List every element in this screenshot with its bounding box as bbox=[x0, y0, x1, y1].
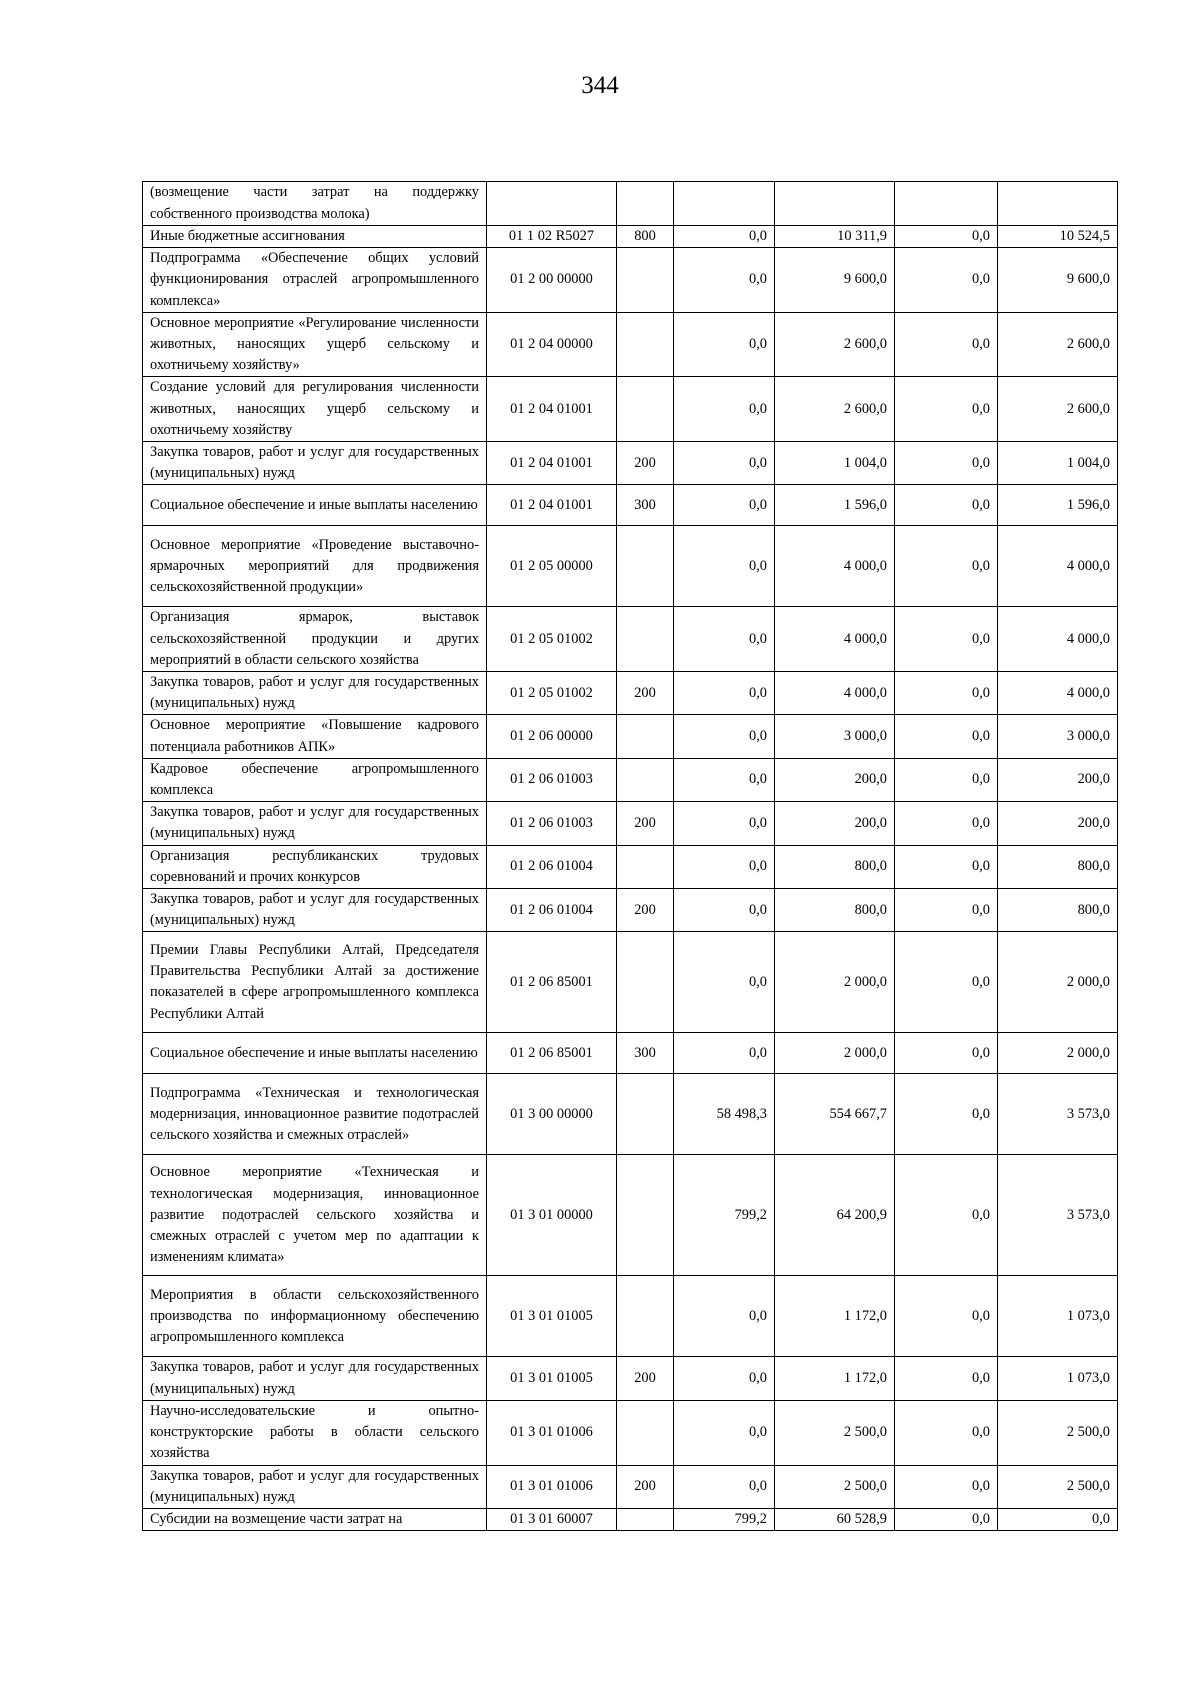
row-value-4-cell: 3 000,0 bbox=[998, 715, 1118, 758]
row-value-2-cell: 2 600,0 bbox=[775, 312, 895, 377]
row-value-4-cell: 9 600,0 bbox=[998, 248, 1118, 313]
row-value-1-cell: 0,0 bbox=[674, 889, 775, 932]
row-value-4-cell: 2 500,0 bbox=[998, 1465, 1118, 1508]
row-name-cell: (возмещение части затрат на поддержку собственного производства молока) bbox=[143, 182, 487, 226]
row-value-3-cell: 0,0 bbox=[895, 932, 998, 1033]
table-row bbox=[143, 182, 1118, 226]
row-name-cell: Закупка товаров, работ и услуг для государственных (муниципальных) нужд bbox=[143, 442, 487, 485]
row-value-4-cell: 1 596,0 bbox=[998, 485, 1118, 526]
row-value-2-cell: 800,0 bbox=[775, 889, 895, 932]
row-name-cell: Социальное обеспечение и иные выплаты населению bbox=[143, 1033, 487, 1074]
row-code-cell: 01 2 06 00000 bbox=[487, 715, 617, 758]
row-expense-type-cell: 200 bbox=[617, 1357, 674, 1400]
table-row bbox=[143, 889, 1118, 932]
row-expense-type-cell bbox=[617, 1400, 674, 1465]
row-value-4-cell: 2 000,0 bbox=[998, 1033, 1118, 1074]
row-expense-type-cell bbox=[617, 1508, 674, 1530]
row-name-cell: Закупка товаров, работ и услуг для государственных (муниципальных) нужд bbox=[143, 1357, 487, 1400]
row-value-1-cell: 799,2 bbox=[674, 1155, 775, 1276]
table-row bbox=[143, 758, 1118, 801]
row-value-3-cell: 0,0 bbox=[895, 1400, 998, 1465]
row-code-cell: 01 2 06 01004 bbox=[487, 845, 617, 888]
row-value-1-cell: 0,0 bbox=[674, 672, 775, 715]
row-value-4-cell bbox=[998, 182, 1118, 226]
row-expense-type-cell bbox=[617, 1074, 674, 1155]
row-expense-type-cell: 200 bbox=[617, 672, 674, 715]
row-value-1-cell: 0,0 bbox=[674, 932, 775, 1033]
row-value-2-cell: 200,0 bbox=[775, 802, 895, 845]
page-number: 344 bbox=[581, 72, 619, 99]
row-code-cell: 01 2 04 01001 bbox=[487, 442, 617, 485]
row-value-2-cell: 2 000,0 bbox=[775, 1033, 895, 1074]
row-value-4-cell: 200,0 bbox=[998, 802, 1118, 845]
row-expense-type-cell: 300 bbox=[617, 485, 674, 526]
table-row bbox=[143, 1276, 1118, 1357]
row-value-2-cell: 2 600,0 bbox=[775, 377, 895, 442]
row-value-3-cell: 0,0 bbox=[895, 442, 998, 485]
row-value-4-cell: 4 000,0 bbox=[998, 672, 1118, 715]
row-value-4-cell: 800,0 bbox=[998, 889, 1118, 932]
table-row bbox=[143, 312, 1118, 377]
row-expense-type-cell bbox=[617, 526, 674, 607]
row-value-3-cell: 0,0 bbox=[895, 1465, 998, 1508]
row-expense-type-cell bbox=[617, 312, 674, 377]
row-name-cell: Социальное обеспечение и иные выплаты населению bbox=[143, 485, 487, 526]
row-name-cell: Подпрограмма «Обеспечение общих условий функционирования отраслей агропромышленного комплекса» bbox=[143, 248, 487, 313]
row-code-cell: 01 2 05 01002 bbox=[487, 672, 617, 715]
row-value-3-cell: 0,0 bbox=[895, 312, 998, 377]
row-value-2-cell: 200,0 bbox=[775, 758, 895, 801]
row-value-3-cell: 0,0 bbox=[895, 1033, 998, 1074]
table-row bbox=[143, 1400, 1118, 1465]
row-value-3-cell: 0,0 bbox=[895, 1276, 998, 1357]
row-code-cell: 01 2 06 85001 bbox=[487, 932, 617, 1033]
row-value-2-cell: 2 500,0 bbox=[775, 1465, 895, 1508]
row-value-1-cell: 799,2 bbox=[674, 1508, 775, 1530]
table-row bbox=[143, 526, 1118, 607]
row-value-3-cell: 0,0 bbox=[895, 758, 998, 801]
row-value-4-cell: 1 073,0 bbox=[998, 1276, 1118, 1357]
row-value-1-cell: 0,0 bbox=[674, 758, 775, 801]
row-value-3-cell bbox=[895, 182, 998, 226]
row-expense-type-cell bbox=[617, 845, 674, 888]
table-row bbox=[143, 226, 1118, 248]
row-value-3-cell: 0,0 bbox=[895, 248, 998, 313]
row-expense-type-cell bbox=[617, 715, 674, 758]
row-value-4-cell: 1 004,0 bbox=[998, 442, 1118, 485]
row-value-1-cell bbox=[674, 182, 775, 226]
row-value-1-cell: 58 498,3 bbox=[674, 1074, 775, 1155]
row-expense-type-cell: 200 bbox=[617, 889, 674, 932]
row-name-cell: Основное мероприятие «Проведение выставочно-ярмарочных мероприятий для продвижения сельскохозяйственной продукции» bbox=[143, 526, 487, 607]
row-code-cell bbox=[487, 182, 617, 226]
row-value-3-cell: 0,0 bbox=[895, 889, 998, 932]
row-value-4-cell: 0,0 bbox=[998, 1508, 1118, 1530]
row-value-3-cell: 0,0 bbox=[895, 672, 998, 715]
row-value-3-cell: 0,0 bbox=[895, 1074, 998, 1155]
row-expense-type-cell bbox=[617, 607, 674, 672]
row-code-cell: 01 2 00 00000 bbox=[487, 248, 617, 313]
row-expense-type-cell: 300 bbox=[617, 1033, 674, 1074]
row-value-2-cell: 3 000,0 bbox=[775, 715, 895, 758]
row-name-cell: Субсидии на возмещение части затрат на bbox=[143, 1508, 487, 1530]
row-name-cell: Создание условий для регулирования численности животных, наносящих ущерб сельскому и охотничьему хозяйству bbox=[143, 377, 487, 442]
table-row bbox=[143, 845, 1118, 888]
row-code-cell: 01 2 04 01001 bbox=[487, 485, 617, 526]
table-row bbox=[143, 1357, 1118, 1400]
row-value-1-cell: 0,0 bbox=[674, 1033, 775, 1074]
row-expense-type-cell bbox=[617, 1276, 674, 1357]
table-row bbox=[143, 1155, 1118, 1276]
row-value-1-cell: 0,0 bbox=[674, 1400, 775, 1465]
row-value-1-cell: 0,0 bbox=[674, 526, 775, 607]
row-value-3-cell: 0,0 bbox=[895, 226, 998, 248]
row-value-3-cell: 0,0 bbox=[895, 715, 998, 758]
row-value-2-cell: 4 000,0 bbox=[775, 526, 895, 607]
row-value-2-cell bbox=[775, 182, 895, 226]
row-value-2-cell: 1 172,0 bbox=[775, 1357, 895, 1400]
row-code-cell: 01 2 06 01004 bbox=[487, 889, 617, 932]
row-name-cell: Кадровое обеспечение агропромышленного комплекса bbox=[143, 758, 487, 801]
row-value-2-cell: 4 000,0 bbox=[775, 672, 895, 715]
row-value-4-cell: 4 000,0 bbox=[998, 607, 1118, 672]
row-value-4-cell: 4 000,0 bbox=[998, 526, 1118, 607]
row-value-1-cell: 0,0 bbox=[674, 1465, 775, 1508]
row-value-2-cell: 2 500,0 bbox=[775, 1400, 895, 1465]
row-value-2-cell: 1 172,0 bbox=[775, 1276, 895, 1357]
row-value-2-cell: 800,0 bbox=[775, 845, 895, 888]
row-code-cell: 01 2 06 01003 bbox=[487, 758, 617, 801]
row-code-cell: 01 3 01 01005 bbox=[487, 1276, 617, 1357]
row-value-4-cell: 10 524,5 bbox=[998, 226, 1118, 248]
row-value-1-cell: 0,0 bbox=[674, 377, 775, 442]
row-value-3-cell: 0,0 bbox=[895, 377, 998, 442]
row-code-cell: 01 2 06 01003 bbox=[487, 802, 617, 845]
row-value-1-cell: 0,0 bbox=[674, 1357, 775, 1400]
table-row bbox=[143, 248, 1118, 313]
row-code-cell: 01 1 02 R5027 bbox=[487, 226, 617, 248]
row-value-4-cell: 2 500,0 bbox=[998, 1400, 1118, 1465]
row-name-cell: Закупка товаров, работ и услуг для государственных (муниципальных) нужд bbox=[143, 889, 487, 932]
row-code-cell: 01 3 00 00000 bbox=[487, 1074, 617, 1155]
row-expense-type-cell bbox=[617, 1155, 674, 1276]
row-code-cell: 01 2 05 01002 bbox=[487, 607, 617, 672]
row-expense-type-cell: 200 bbox=[617, 1465, 674, 1508]
row-expense-type-cell bbox=[617, 932, 674, 1033]
table-row bbox=[143, 485, 1118, 526]
row-value-4-cell: 3 573,0 bbox=[998, 1074, 1118, 1155]
table-row bbox=[143, 442, 1118, 485]
row-value-1-cell: 0,0 bbox=[674, 845, 775, 888]
row-name-cell: Подпрограмма «Техническая и технологическая модернизация, инновационное развитие подотраслей сельского хозяйства и смежных отраслей» bbox=[143, 1074, 487, 1155]
row-value-4-cell: 2 000,0 bbox=[998, 932, 1118, 1033]
table-row bbox=[143, 1033, 1118, 1074]
table-row bbox=[143, 1508, 1118, 1530]
row-value-2-cell: 1 596,0 bbox=[775, 485, 895, 526]
row-name-cell: Организация республиканских трудовых соревнований и прочих конкурсов bbox=[143, 845, 487, 888]
row-name-cell: Закупка товаров, работ и услуг для государственных (муниципальных) нужд bbox=[143, 802, 487, 845]
row-expense-type-cell: 200 bbox=[617, 442, 674, 485]
row-code-cell: 01 3 01 60007 bbox=[487, 1508, 617, 1530]
table-row bbox=[143, 932, 1118, 1033]
row-value-2-cell: 2 000,0 bbox=[775, 932, 895, 1033]
row-value-2-cell: 554 667,7 bbox=[775, 1074, 895, 1155]
row-expense-type-cell: 200 bbox=[617, 802, 674, 845]
table-row bbox=[143, 802, 1118, 845]
row-value-2-cell: 64 200,9 bbox=[775, 1155, 895, 1276]
row-expense-type-cell bbox=[617, 758, 674, 801]
row-value-4-cell: 1 073,0 bbox=[998, 1357, 1118, 1400]
row-name-cell: Основное мероприятие «Повышение кадрового потенциала работников АПК» bbox=[143, 715, 487, 758]
row-expense-type-cell: 800 bbox=[617, 226, 674, 248]
row-code-cell: 01 2 05 00000 bbox=[487, 526, 617, 607]
row-value-1-cell: 0,0 bbox=[674, 802, 775, 845]
row-value-1-cell: 0,0 bbox=[674, 442, 775, 485]
row-value-1-cell: 0,0 bbox=[674, 715, 775, 758]
row-code-cell: 01 3 01 01006 bbox=[487, 1465, 617, 1508]
row-code-cell: 01 3 01 00000 bbox=[487, 1155, 617, 1276]
row-value-4-cell: 2 600,0 bbox=[998, 312, 1118, 377]
row-code-cell: 01 2 06 85001 bbox=[487, 1033, 617, 1074]
row-code-cell: 01 2 04 01001 bbox=[487, 377, 617, 442]
row-name-cell: Закупка товаров, работ и услуг для государственных (муниципальных) нужд bbox=[143, 672, 487, 715]
row-name-cell: Основное мероприятие «Техническая и технологическая модернизация, инновационное развитие подотраслей сельского хозяйства и смежных отраслей с учетом мер по адаптации к изменениям климата» bbox=[143, 1155, 487, 1276]
row-value-4-cell: 3 573,0 bbox=[998, 1155, 1118, 1276]
row-value-3-cell: 0,0 bbox=[895, 526, 998, 607]
row-value-3-cell: 0,0 bbox=[895, 802, 998, 845]
row-value-2-cell: 10 311,9 bbox=[775, 226, 895, 248]
row-name-cell: Основное мероприятие «Регулирование численности животных, наносящих ущерб сельскому и охотничьему хозяйству» bbox=[143, 312, 487, 377]
row-value-1-cell: 0,0 bbox=[674, 607, 775, 672]
row-value-2-cell: 9 600,0 bbox=[775, 248, 895, 313]
row-value-3-cell: 0,0 bbox=[895, 607, 998, 672]
row-value-4-cell: 200,0 bbox=[998, 758, 1118, 801]
row-expense-type-cell bbox=[617, 377, 674, 442]
row-name-cell: Научно-исследовательские и опытно-конструкторские работы в области сельского хозяйства bbox=[143, 1400, 487, 1465]
row-value-1-cell: 0,0 bbox=[674, 248, 775, 313]
table-row bbox=[143, 1465, 1118, 1508]
row-expense-type-cell bbox=[617, 182, 674, 226]
row-name-cell: Премии Главы Республики Алтай, Председателя Правительства Республики Алтай за достижение показателей в сфере агропромышленного комплекса Республики Алтай bbox=[143, 932, 487, 1033]
row-name-cell: Организация ярмарок, выставок сельскохозяйственной продукции и других мероприятий в области сельского хозяйства bbox=[143, 607, 487, 672]
row-name-cell: Мероприятия в области сельскохозяйственного производства по информационному обеспечению агропромышленного комплекса bbox=[143, 1276, 487, 1357]
row-value-2-cell: 1 004,0 bbox=[775, 442, 895, 485]
row-value-2-cell: 60 528,9 bbox=[775, 1508, 895, 1530]
table-row bbox=[143, 1074, 1118, 1155]
table-row bbox=[143, 672, 1118, 715]
row-value-1-cell: 0,0 bbox=[674, 312, 775, 377]
row-value-1-cell: 0,0 bbox=[674, 485, 775, 526]
budget-table bbox=[142, 181, 1118, 1531]
row-name-cell: Закупка товаров, работ и услуг для государственных (муниципальных) нужд bbox=[143, 1465, 487, 1508]
row-code-cell: 01 3 01 01006 bbox=[487, 1400, 617, 1465]
table-row bbox=[143, 377, 1118, 442]
row-code-cell: 01 2 04 00000 bbox=[487, 312, 617, 377]
row-value-2-cell: 4 000,0 bbox=[775, 607, 895, 672]
table-row bbox=[143, 607, 1118, 672]
row-value-3-cell: 0,0 bbox=[895, 1357, 998, 1400]
row-expense-type-cell bbox=[617, 248, 674, 313]
row-value-3-cell: 0,0 bbox=[895, 1155, 998, 1276]
row-value-1-cell: 0,0 bbox=[674, 1276, 775, 1357]
table-row bbox=[143, 715, 1118, 758]
row-code-cell: 01 3 01 01005 bbox=[487, 1357, 617, 1400]
row-name-cell: Иные бюджетные ассигнования bbox=[143, 226, 487, 248]
row-value-3-cell: 0,0 bbox=[895, 485, 998, 526]
row-value-4-cell: 2 600,0 bbox=[998, 377, 1118, 442]
row-value-3-cell: 0,0 bbox=[895, 1508, 998, 1530]
row-value-4-cell: 800,0 bbox=[998, 845, 1118, 888]
row-value-1-cell: 0,0 bbox=[674, 226, 775, 248]
row-value-3-cell: 0,0 bbox=[895, 845, 998, 888]
